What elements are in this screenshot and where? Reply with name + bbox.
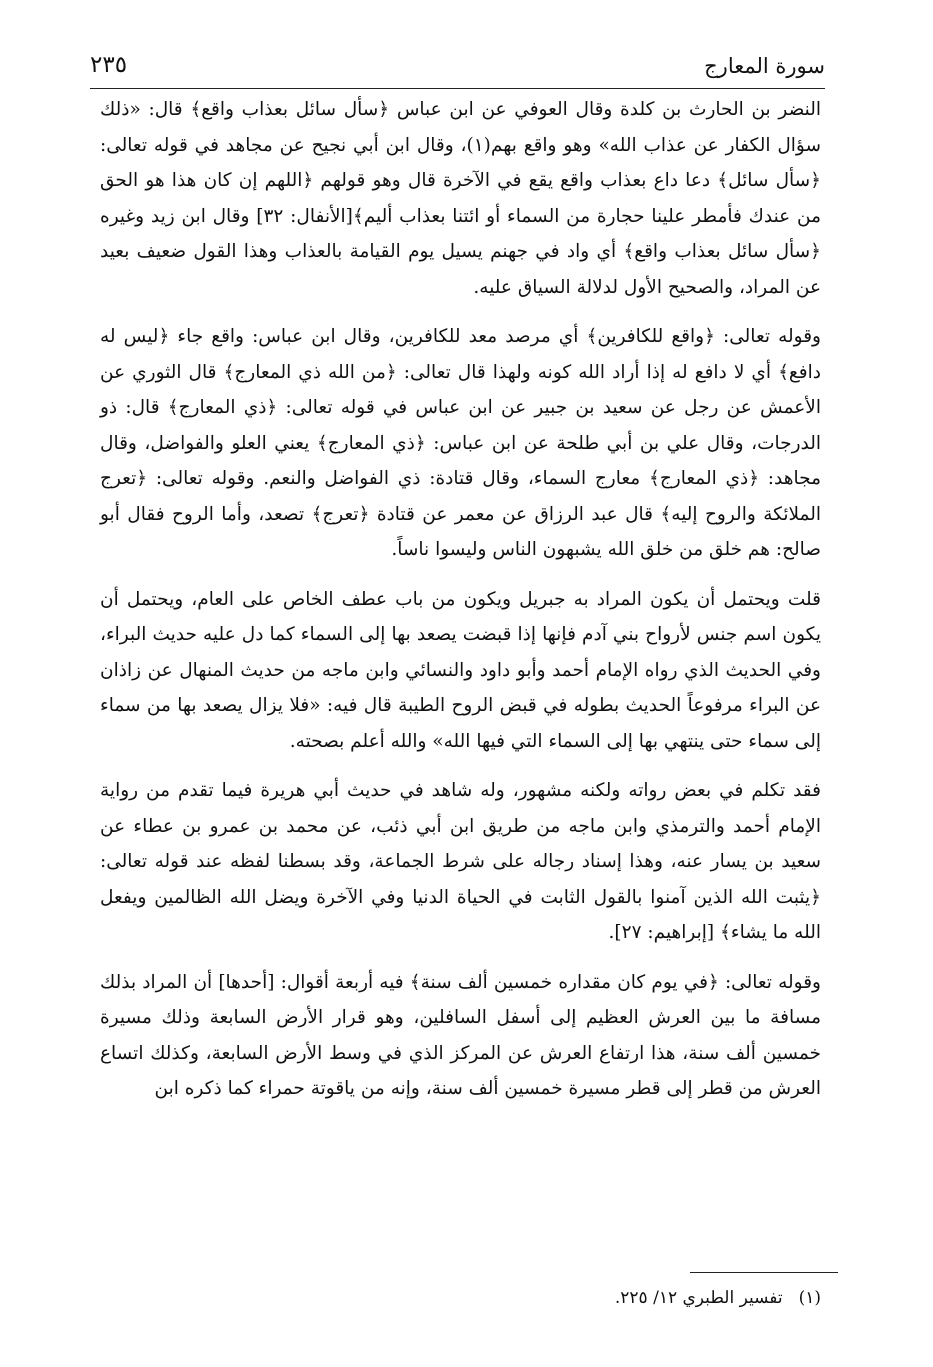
paragraph-3: قلت ويحتمل أن يكون المراد به جبريل ويكون من باب عطف الخاص على العام، ويحتمل أن يكون اسم جنس لأرواح بني آدم فإنها إذا قبضت يصعد بها إلى السماء كما دل عليه حديث البراء، وفي الحديث الذي رواه الإمام أحمد وأبو داود والنسائي وابن ماجه من حديث المنهال عن زاذان عن البراء مرفوعاً الحديث بطوله في قبض الروح الطيبة قال فيه: «فلا يزال يصعد بها من سماء إلى سماء حتى ينتهي بها إلى السماء التي فيها الله» والله أعلم بصحته.: [100, 588, 821, 752]
paragraph-4: فقد تكلم في بعض رواته ولكنه مشهور، وله شاهد في حديث أبي هريرة فيما تقدم من رواية الإمام أحمد والترمذي وابن ماجه من طريق ابن أبي ذئب، عن محمد بن عمرو بن عطاء عن سعيد بن يسار عنه، وهذا إسناد رجاله على شرط الجماعة، وقد بسطنا لفظه عند قوله تعالى: ﴿يثبت الله الذين آمنوا بالقول الثابت في الحياة الدنيا وفي الآخرة ويضل الله الظالمين ويفعل الله ما يشاء﴾ [إبراهيم: ٢٧].: [100, 780, 821, 943]
paragraph-5: وقوله تعالى: ﴿في يوم كان مقداره خمسين ألف سنة﴾ فيه أربعة أقوال: [أحدها] أن المراد بذلك مسافة ما بين العرش العظيم إلى أسفل السافلين، وهو قرار الأرض السابعة وذلك مسيرة خمسين ألف سنة، هذا ارتفاع العرش عن المركز الذي في وسط الأرض السابعة، وكذلك اتساع العرش من قطر إلى قطر مسيرة خمسين ألف سنة، وإنه من ياقوتة حمراء كما ذكره ابن: [100, 971, 821, 1099]
page-header: [90, 52, 825, 89]
page-number: ٢٣٥: [90, 52, 128, 78]
footnote-marker: (١): [798, 1288, 821, 1308]
surah-title: سورة المعارج: [704, 54, 825, 78]
footnote: [100, 1284, 821, 1312]
page-body: [100, 92, 821, 1107]
paragraph-2: وقوله تعالى: ﴿واقع للكافرين﴾ أي مرصد معد للكافرين، وقال ابن عباس: واقع جاء ﴿ليس له دافع﴾ أي لا دافع له إذا أراد الله كونه ولهذا قال تعالى: ﴿من الله ذي المعارج﴾ قال الثوري عن الأعمش عن رجل عن سعيد بن جبير عن ابن عباس في قوله تعالى: ﴿ذي المعارج﴾ قال: ذو الدرجات، وقال علي بن أبي طلحة عن ابن عباس: ﴿ذي المعارج﴾ يعني العلو والفواضل، وقال مجاهد: ﴿ذي المعارج﴾ معارج السماء، وقال قتادة: ذي الفواضل والنعم. وقوله تعالى: ﴿تعرج الملائكة والروح إليه﴾ قال عبد الرزاق عن معمر عن قتادة ﴿تعرج﴾ تصعد، وأما الروح فقال أبو صالح: هم خلق من خلق الله يشبهون الناس وليسوا ناساً.: [100, 326, 821, 560]
footnote-divider: [690, 1272, 838, 1273]
paragraph-1: النضر بن الحارث بن كلدة وقال العوفي عن ابن عباس ﴿سأل سائل بعذاب واقع﴾ قال: «ذلك سؤال الكفار عن عذاب الله» وهو واقع بهم(١)، وقال ابن أبي نجيح عن مجاهد في قوله تعالى: ﴿سأل سائل﴾ دعا داع بعذاب واقع يقع في الآخرة قال وهو قولهم ﴿اللهم إن كان هذا هو الحق من عندك فأمطر علينا حجارة من السماء أو ائتنا بعذاب أليم﴾[الأنفال: ٣٢] وقال ابن زيد وغيره ﴿سأل سائل بعذاب واقع﴾ أي واد في جهنم يسيل يوم القيامة بالعذاب وهذا القول ضعيف بعيد عن المراد، والصحيح الأول لدلالة السياق عليه.: [100, 99, 822, 298]
footnote-text: تفسير الطبري ١٢/ ٢٢٥.: [614, 1288, 783, 1308]
